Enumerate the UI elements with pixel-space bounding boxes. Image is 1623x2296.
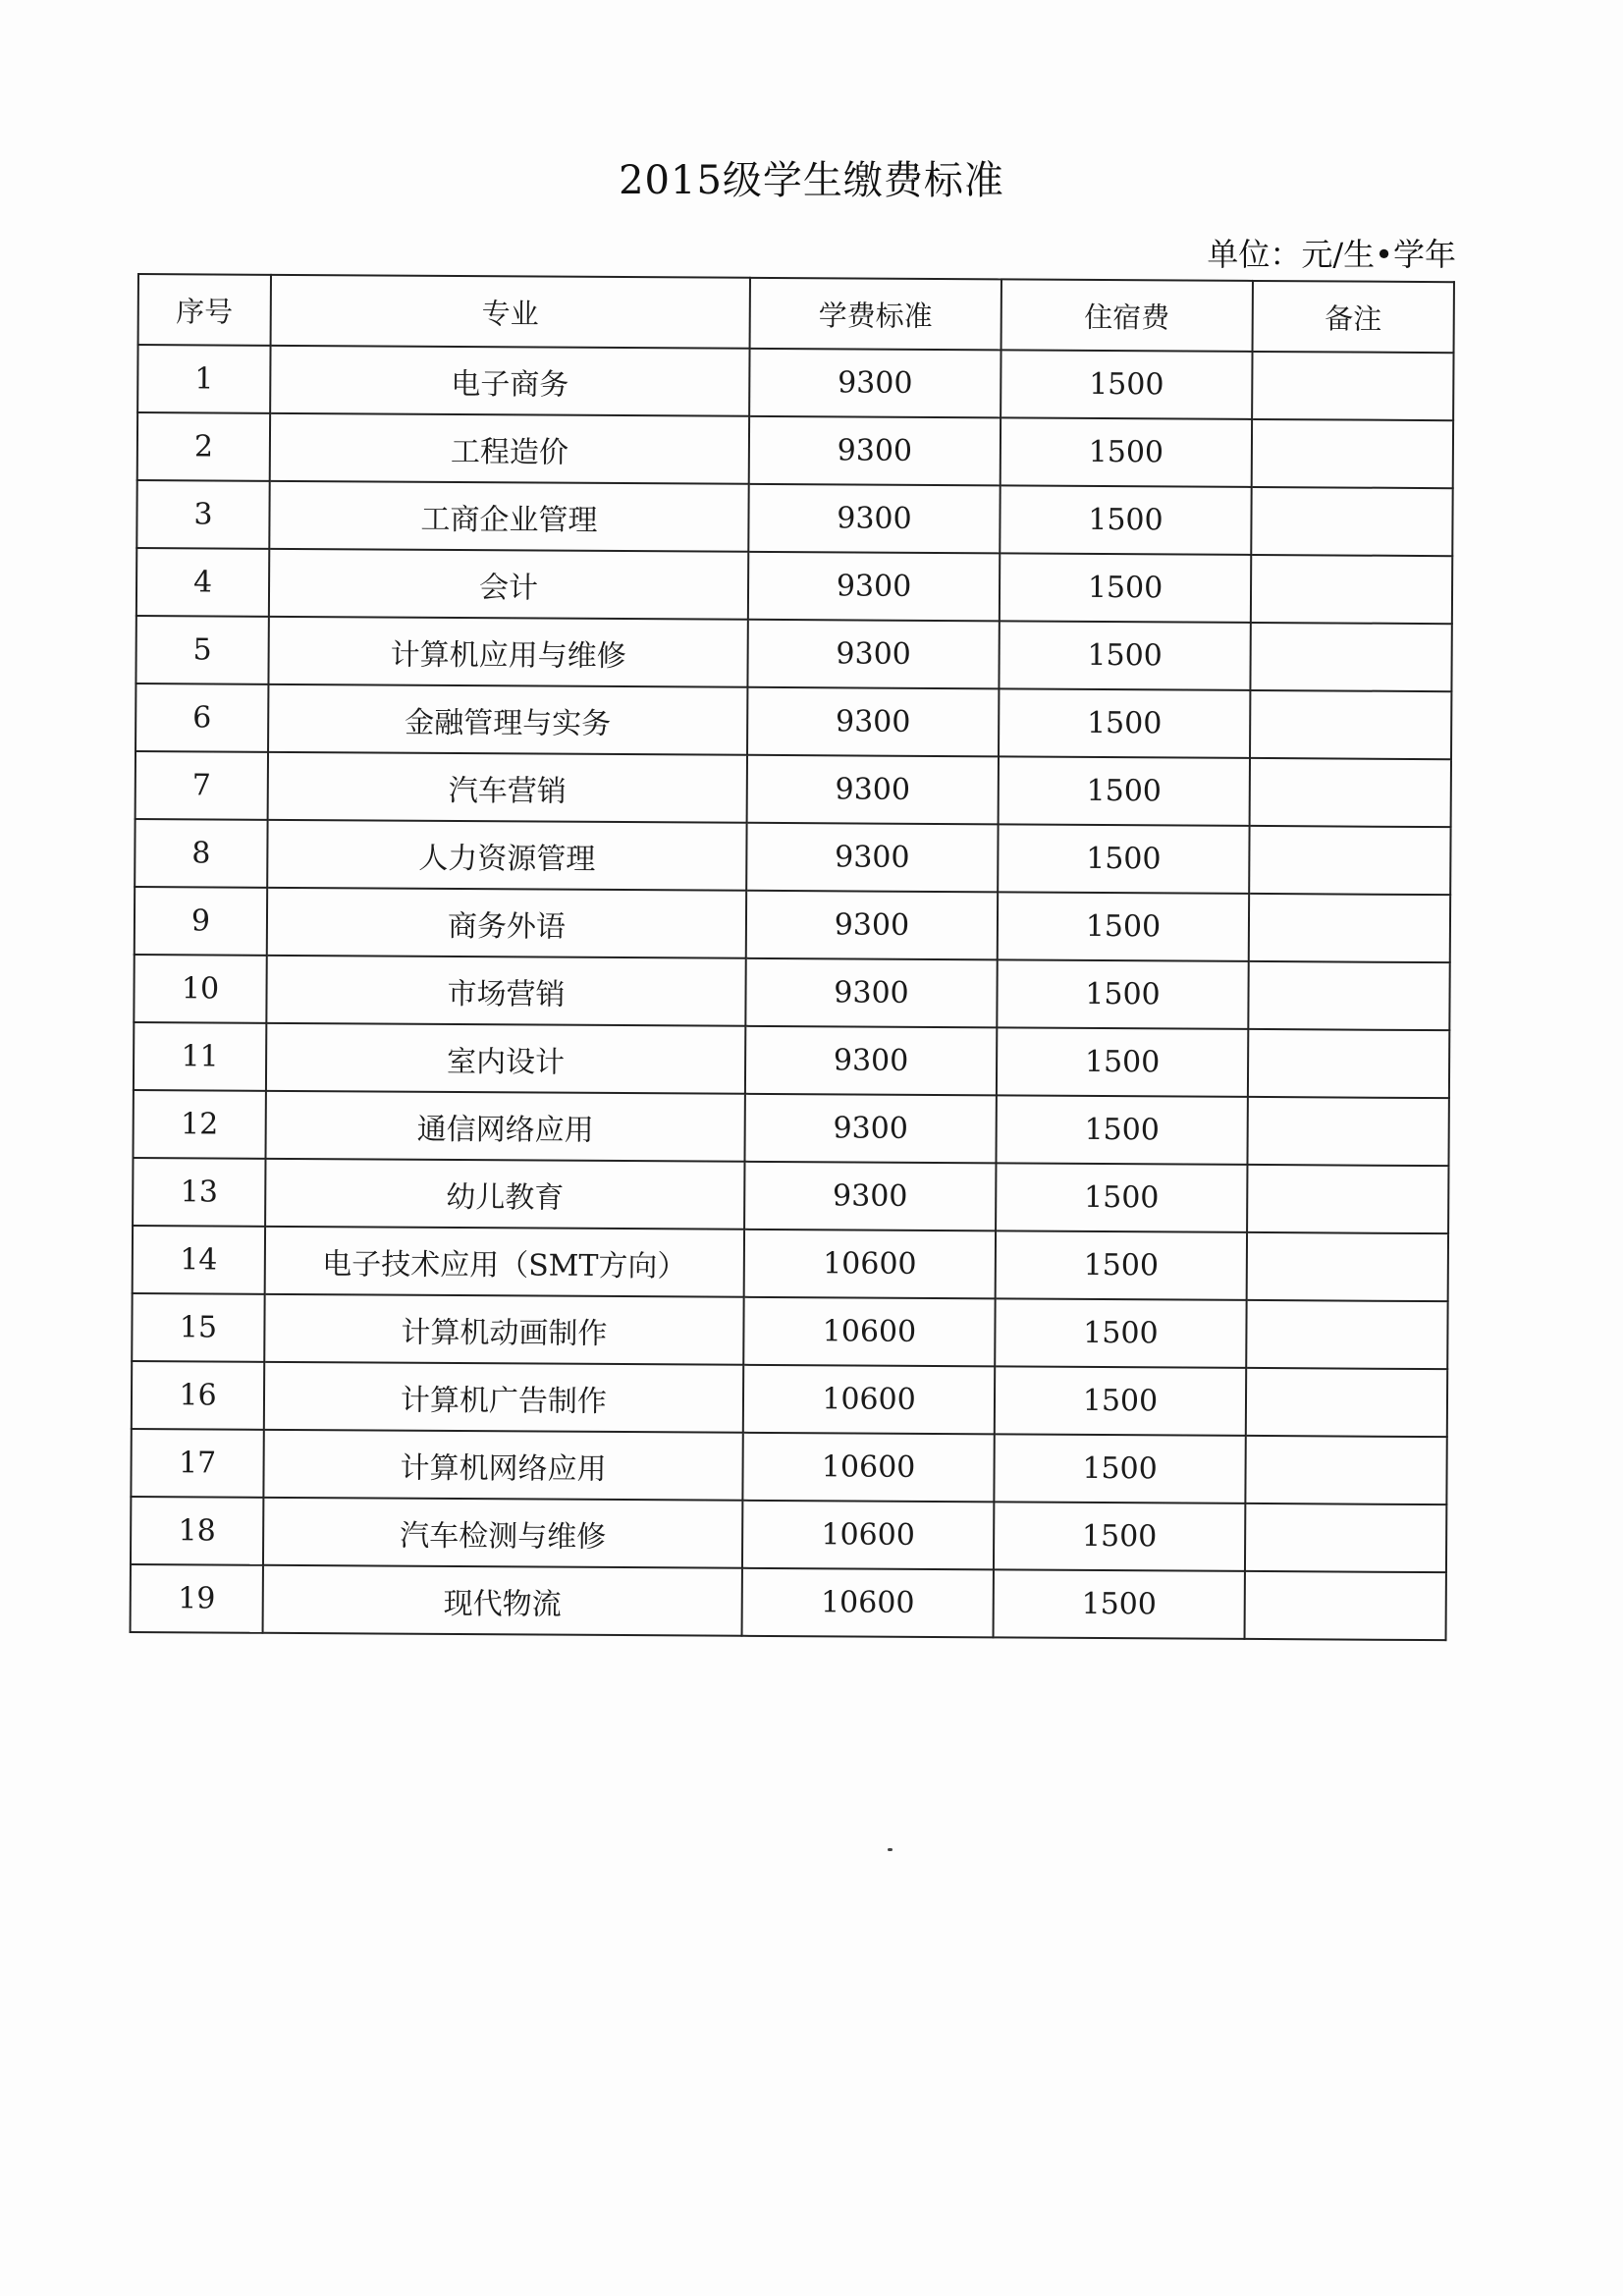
- cell-note: [1246, 1368, 1447, 1437]
- table-row: [132, 1293, 1447, 1369]
- table-row: [136, 480, 1452, 556]
- page-title: 2015级学生缴费标准: [619, 158, 1004, 203]
- cell-note: [1251, 555, 1452, 624]
- header-dorm: 住宿费: [1001, 279, 1253, 352]
- cell-major: 会计: [269, 549, 748, 620]
- cell-dorm: 1500: [994, 1434, 1245, 1503]
- cell-note: [1252, 352, 1453, 420]
- table-row: [135, 819, 1450, 895]
- cell-tuition: 9300: [749, 416, 1001, 486]
- cell-tuition: 10600: [742, 1433, 994, 1503]
- cell-dorm: 1500: [1000, 553, 1251, 623]
- cell-tuition: 9300: [748, 484, 1000, 554]
- cell-no: 9: [135, 887, 267, 956]
- cell-major: 幼儿教育: [265, 1159, 744, 1230]
- cell-tuition: 9300: [745, 1026, 997, 1096]
- cell-tuition: 10600: [743, 1297, 995, 1367]
- cell-tuition: 9300: [748, 552, 1000, 622]
- table-row: [135, 683, 1451, 759]
- cell-dorm: 1500: [1001, 417, 1252, 487]
- cell-tuition: 9300: [746, 823, 998, 893]
- cell-no: 1: [137, 345, 270, 413]
- cell-dorm: 1500: [998, 824, 1249, 894]
- cell-dorm: 1500: [1001, 350, 1252, 419]
- cell-major: 计算机应用与维修: [268, 617, 747, 687]
- cell-dorm: 1500: [996, 1230, 1247, 1300]
- cell-major: 市场营销: [266, 956, 745, 1026]
- cell-dorm: 1500: [999, 621, 1250, 690]
- cell-dorm: 1500: [994, 1502, 1245, 1571]
- cell-tuition: 9300: [745, 958, 997, 1028]
- cell-dorm: 1500: [994, 1569, 1245, 1639]
- cell-note: [1247, 1165, 1448, 1233]
- cell-tuition: 10600: [742, 1568, 994, 1638]
- cell-dorm: 1500: [995, 1298, 1246, 1368]
- cell-note: [1246, 1300, 1447, 1369]
- table-row: [131, 1429, 1446, 1504]
- cell-tuition: 9300: [747, 755, 999, 825]
- header-tuition: 学费标准: [750, 278, 1001, 351]
- cell-dorm: 1500: [998, 892, 1249, 961]
- cell-no: 16: [132, 1361, 264, 1430]
- cell-no: 13: [133, 1158, 265, 1227]
- cell-major: 计算机网络应用: [263, 1430, 742, 1501]
- cell-major: 计算机广告制作: [264, 1362, 743, 1433]
- cell-dorm: 1500: [999, 688, 1250, 758]
- cell-major: 金融管理与实务: [268, 684, 747, 755]
- cell-major: 现代物流: [263, 1565, 742, 1636]
- cell-no: 18: [131, 1497, 263, 1565]
- cell-note: [1250, 690, 1451, 759]
- cell-note: [1245, 1503, 1446, 1572]
- cell-tuition: 10600: [742, 1501, 994, 1570]
- cell-no: 10: [134, 955, 266, 1023]
- cell-major: 通信网络应用: [265, 1091, 744, 1162]
- table-row: [137, 345, 1453, 420]
- cell-note: [1248, 1029, 1449, 1098]
- cell-tuition: 9300: [747, 620, 999, 689]
- cell-no: 6: [135, 683, 268, 752]
- table-row: [137, 412, 1453, 488]
- cell-note: [1247, 1097, 1448, 1166]
- cell-no: 11: [134, 1022, 266, 1091]
- cell-no: 4: [136, 548, 269, 617]
- table-row: [135, 887, 1450, 962]
- cell-tuition: 9300: [747, 687, 999, 757]
- cell-major: 人力资源管理: [267, 820, 746, 891]
- cell-no: 2: [137, 412, 270, 481]
- cell-note: [1249, 894, 1450, 962]
- cell-major: 电子技术应用（SMT方向）: [265, 1227, 744, 1297]
- cell-tuition: 10600: [743, 1365, 995, 1435]
- table-body: [131, 345, 1454, 1640]
- cell-note: [1248, 961, 1449, 1030]
- table-row: [134, 955, 1449, 1030]
- cell-no: 14: [133, 1226, 265, 1294]
- cell-tuition: 9300: [744, 1094, 996, 1164]
- cell-dorm: 1500: [996, 1163, 1247, 1232]
- cell-note: [1245, 1436, 1446, 1504]
- cell-no: 3: [136, 480, 269, 549]
- cell-dorm: 1500: [997, 1027, 1248, 1097]
- cell-note: [1250, 758, 1451, 827]
- table-row: [135, 616, 1451, 691]
- cell-major: 汽车营销: [268, 752, 747, 823]
- cell-note: [1245, 1571, 1446, 1640]
- cell-no: 7: [135, 751, 268, 820]
- cell-no: 5: [135, 616, 268, 684]
- header-note: 备注: [1253, 281, 1454, 353]
- table-row: [131, 1497, 1446, 1572]
- table-row: [133, 1226, 1448, 1301]
- header-major: 专业: [271, 275, 750, 349]
- cell-dorm: 1500: [999, 756, 1250, 826]
- fee-table: [130, 273, 1455, 1641]
- cell-major: 商务外语: [267, 888, 746, 958]
- cell-major: 室内设计: [266, 1023, 745, 1094]
- table-row: [136, 548, 1452, 624]
- cell-note: [1251, 487, 1452, 556]
- cell-note: [1252, 419, 1453, 488]
- table-row: [133, 1090, 1448, 1166]
- table-header-row: [138, 274, 1454, 353]
- cell-tuition: 9300: [749, 349, 1001, 418]
- header-no: 序号: [138, 274, 271, 346]
- cell-dorm: 1500: [1000, 485, 1251, 555]
- table-row: [132, 1361, 1447, 1437]
- cell-major: 工商企业管理: [269, 481, 748, 552]
- cell-note: [1250, 623, 1451, 691]
- table-row: [135, 751, 1451, 827]
- cell-no: 17: [131, 1429, 263, 1498]
- table-row: [134, 1022, 1449, 1098]
- unit-label: 单位：元/生•学年: [1207, 236, 1456, 273]
- cell-note: [1249, 826, 1450, 895]
- cell-major: 汽车检测与维修: [263, 1498, 742, 1568]
- cell-major: 计算机动画制作: [264, 1294, 743, 1365]
- cell-major: 电子商务: [270, 346, 749, 416]
- cell-major: 工程造价: [270, 413, 749, 484]
- cell-no: 12: [133, 1090, 265, 1159]
- cell-dorm: 1500: [996, 1095, 1247, 1165]
- cell-no: 15: [132, 1293, 264, 1362]
- table-row: [133, 1158, 1448, 1233]
- cell-no: 19: [131, 1564, 263, 1633]
- cell-dorm: 1500: [997, 959, 1248, 1029]
- cell-dorm: 1500: [995, 1366, 1246, 1436]
- cell-tuition: 10600: [744, 1230, 996, 1299]
- cell-tuition: 9300: [746, 891, 998, 960]
- table-row: [131, 1564, 1446, 1640]
- scan-speck: [888, 1848, 893, 1851]
- cell-tuition: 9300: [744, 1162, 996, 1231]
- cell-note: [1247, 1232, 1448, 1301]
- cell-no: 8: [135, 819, 267, 888]
